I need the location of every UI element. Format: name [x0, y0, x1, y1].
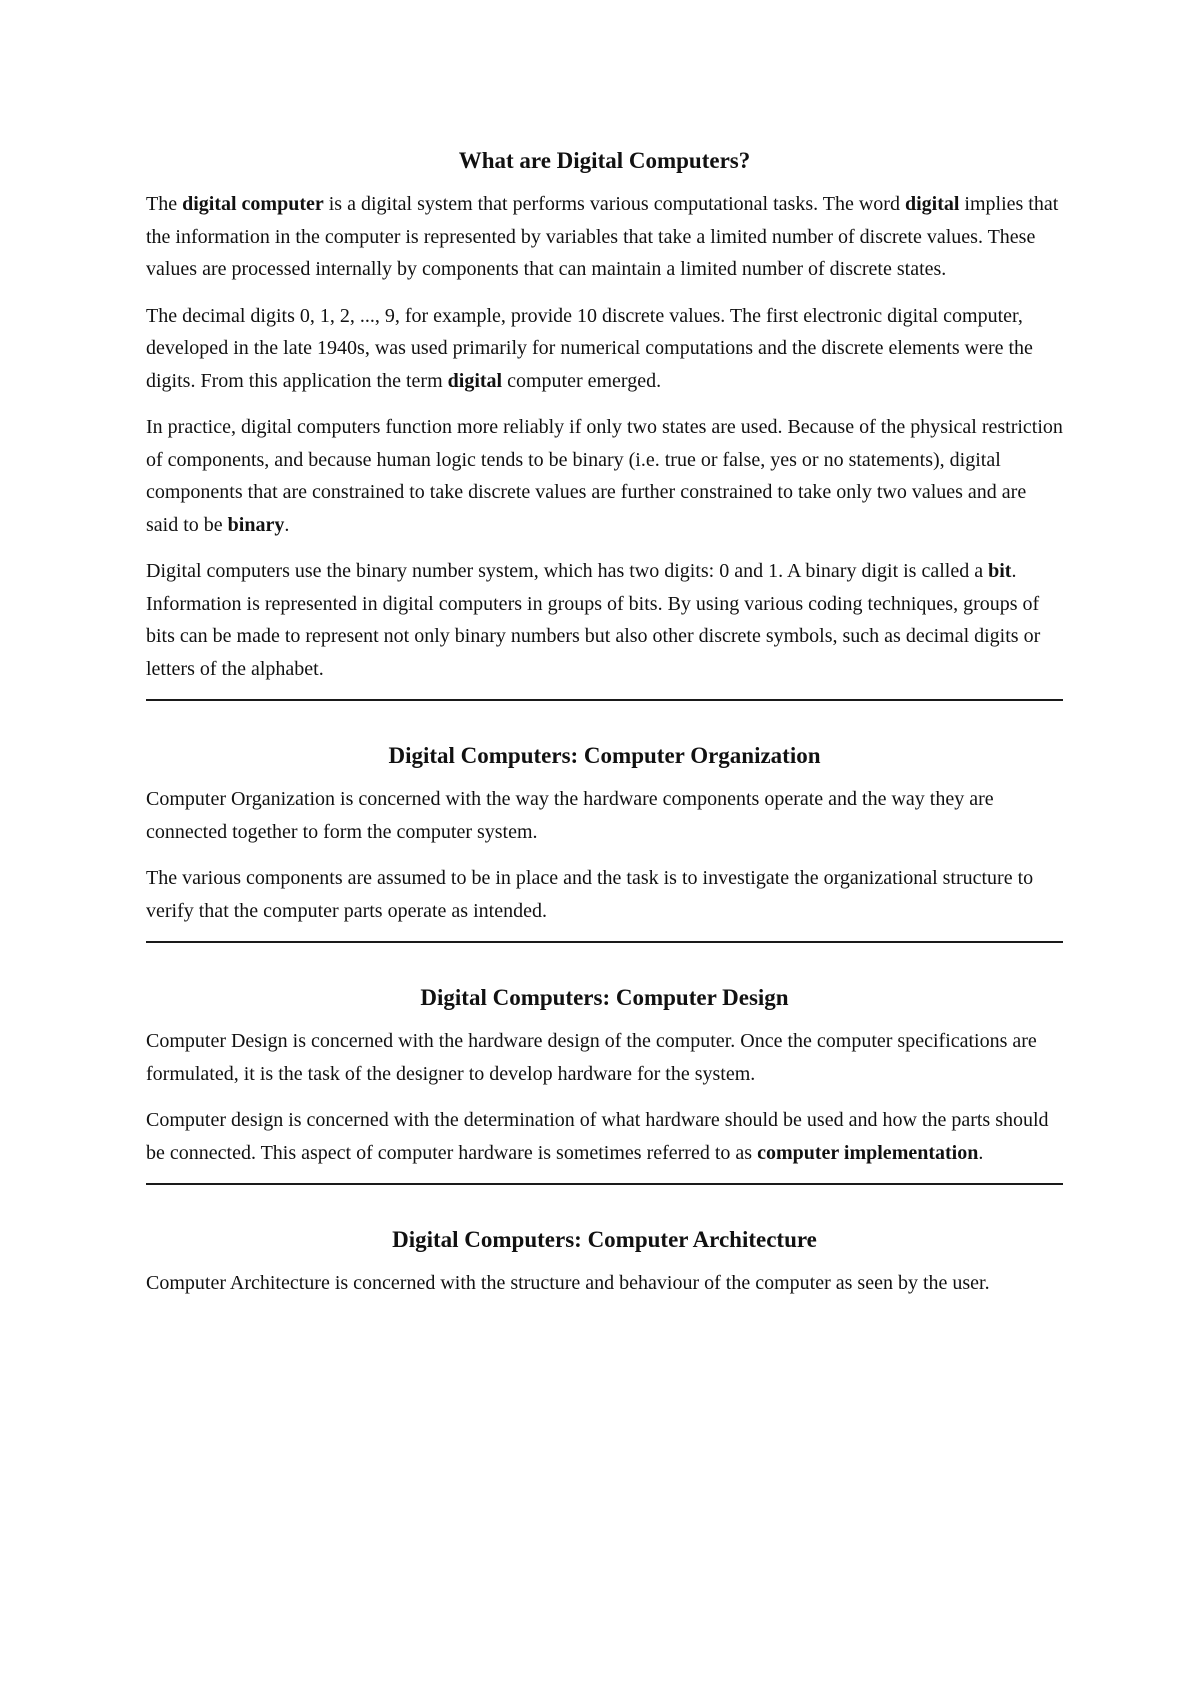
text-run: . Information is represented in digital computers in groups of bits. By using various coding techniques, groups of bits can be made to represent not only binary numbers but also other discrete symbols, such as decimal digits or letters of the alphabet.: [146, 560, 1041, 680]
bold-term: digital: [904, 193, 960, 215]
text-run: Computer Design is concerned with the hardware design of the computer. Once the computer specifications are formulated, it is the task of the designer to develop hardware for the system.: [146, 1030, 1037, 1085]
text-run: In practice, digital computers function more reliably if only two states are used. Because of the physical restriction of components, and because human logic tends to be binary (i.e. true or false, yes or no statements), digital components that are constrained to take discrete values are further constrained to take only two values and are said to be: [146, 416, 1063, 536]
section-divider: [146, 1183, 1063, 1185]
text-run: Computer Organization is concerned with the way the hardware components operate and the way they are connected together to form the computer system.: [146, 788, 994, 843]
text-run: implies that the information in the computer is represented by variables that take a limited number of discrete values. These values are processed internally by components that can maintain a limited number of discrete states.: [146, 193, 1059, 280]
section-title: Digital Computers: Computer Design: [420, 985, 789, 1010]
paragraph: [146, 1104, 1063, 1169]
section-divider: [146, 941, 1063, 943]
text-run: .: [978, 1141, 984, 1164]
text-run: The various components are assumed to be in place and the task is to investigate the organizational structure to verify that the computer parts operate as intended.: [146, 867, 1034, 922]
paragraph: [146, 411, 1063, 541]
section-title: Digital Computers: Computer Architecture: [392, 1227, 817, 1252]
bold-term: digital: [447, 369, 503, 392]
section-computer-design: [146, 983, 1063, 1169]
text-run: The decimal digits 0, 1, 2, ..., 9, for example, provide 10 discrete values. The first electronic digital computer, developed in the late 1940s, was used primarily for numerical computations and the discrete elements were the digits. From this application the term: [146, 304, 1033, 392]
text-run: Computer design is concerned with the determination of what hardware should be used and how the parts should be connected. This aspect of computer hardware is sometimes referred to as: [146, 1109, 1049, 1164]
section-what-are-digital-computers: [146, 146, 1063, 685]
bold-term: bit: [988, 560, 1012, 582]
section-computer-organization: [146, 741, 1063, 927]
text-run: Computer Architecture is concerned with the structure and behaviour of the computer as seen by the user.: [146, 1272, 990, 1294]
text-run: computer emerged.: [502, 369, 662, 392]
text-run: The: [146, 193, 183, 215]
paragraph: [146, 862, 1063, 927]
text-run: .: [284, 513, 290, 536]
paragraph: [146, 1267, 1063, 1300]
document-page: [146, 146, 1063, 1314]
section-title: What are Digital Computers?: [458, 148, 751, 173]
text-run: is a digital system that performs various computational tasks. The word: [323, 193, 905, 215]
section-computer-architecture: [146, 1225, 1063, 1300]
paragraph: [146, 555, 1063, 685]
section-title: Digital Computers: Computer Organization: [388, 743, 821, 768]
paragraph: [146, 188, 1063, 286]
bold-term: computer implementation: [757, 1141, 979, 1164]
bold-term: digital computer: [182, 193, 324, 215]
paragraph: [146, 1025, 1063, 1090]
section-divider: [146, 699, 1063, 701]
text-run: Digital computers use the binary number system, which has two digits: 0 and 1. A binary digit is called a: [146, 560, 989, 582]
paragraph: [146, 300, 1063, 398]
paragraph: [146, 783, 1063, 848]
bold-term: binary: [227, 513, 285, 536]
